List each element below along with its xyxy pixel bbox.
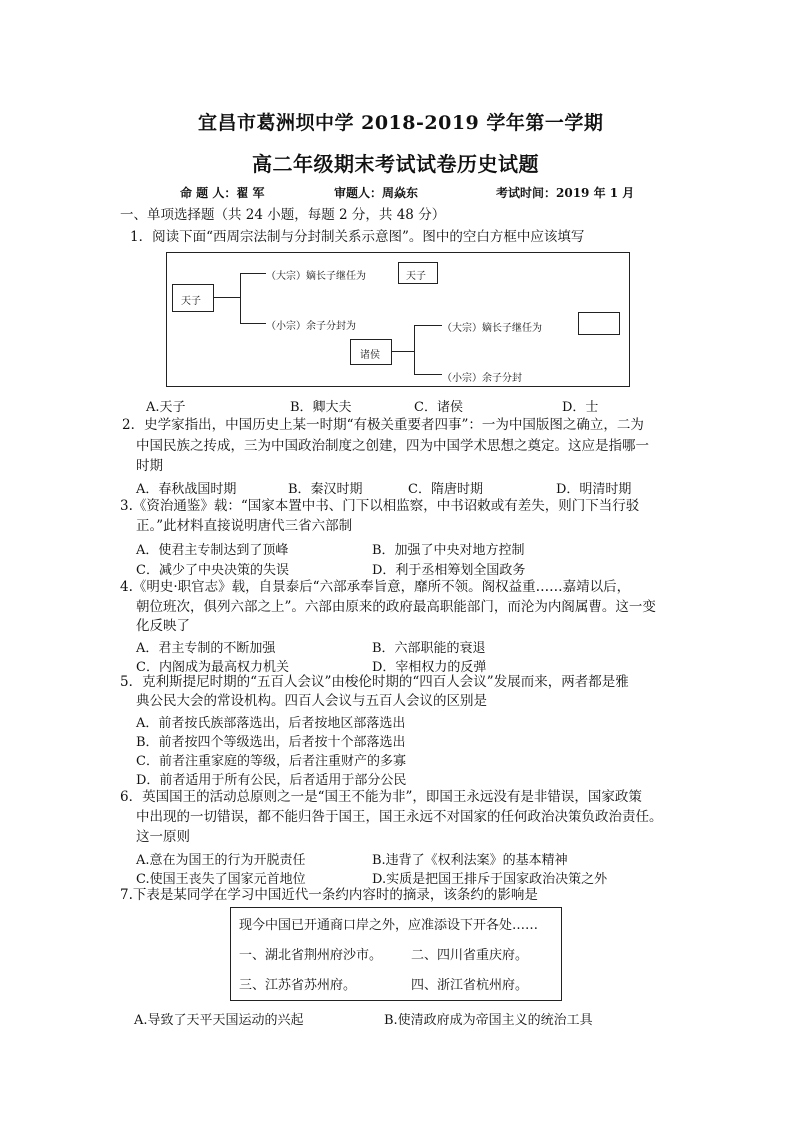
title-line-1: 宜昌市葛洲坝中学 2018-2019 学年第一学期 — [198, 112, 604, 134]
q5-option-b[interactable]: B．前者按四个等级选出，后者按十个部落选出 — [136, 735, 406, 750]
q4-option-c[interactable]: C．内阁成为最高权力机关 — [136, 660, 289, 675]
q7-stem: 7.下表是某同学在学习中国近代一条约内容时的摘录，该条约的影响是 — [120, 887, 538, 903]
diagram-box-tianzi — [172, 284, 214, 312]
connector — [414, 374, 442, 375]
exam-time: 考试时间：2019 年 1 月 — [496, 186, 635, 200]
title-line-2: 高二年级期末考试试卷历史试题 — [252, 152, 539, 176]
q5-line-2: 典公民大会的常设机构。四百人会议与五百人会议的区别是 — [136, 693, 487, 709]
q2-option-d[interactable]: D．明清时期 — [556, 482, 632, 497]
q1-option-d[interactable]: D．士 — [562, 400, 599, 415]
q6-option-c[interactable]: C.使国王丧失了国家元首地位 — [136, 872, 306, 887]
q7-table-row-1: 现今中国已开通商口岸之外，应准添设下开各处…… — [239, 918, 539, 933]
q5-option-c[interactable]: C．前者注重家庭的等级，后者注重财产的多寡 — [136, 754, 406, 769]
q7-table-cell-1: 一、湖北省荆州府沙市。 — [239, 948, 383, 963]
q4-option-b[interactable]: B．六部职能的衰退 — [372, 641, 486, 656]
connector — [240, 323, 266, 324]
diagram-box-tianzi-right — [398, 262, 438, 284]
connector — [414, 325, 415, 375]
q6-line-1: 6．英国国王的活动总原则之一是“国王不能为非”，即国王永远没有是非错误，国家政策 — [120, 789, 642, 805]
q4-option-d[interactable]: D．宰相权力的反弹 — [372, 660, 487, 675]
diagram-blank-box — [578, 312, 620, 335]
exam-author: 命 题 人：翟 军 — [180, 186, 265, 200]
q7-excerpt-table — [230, 907, 562, 1001]
q6-line-3: 这一原则 — [136, 829, 190, 845]
q3-option-c[interactable]: C．减少了中央决策的失误 — [136, 563, 289, 578]
q5-option-a[interactable]: A．前者按氏族部落选出，后者按地区部落选出 — [136, 716, 406, 731]
q1-option-b[interactable]: B．卿大夫 — [290, 400, 352, 415]
q7-table-cell-4: 四、浙江省杭州府。 — [411, 978, 529, 993]
q1-option-a[interactable]: A.天子 — [146, 400, 186, 415]
q1-stem: 1．阅读下面“西周宗法制与分封制关系示意图”。图中的空白方框中应该填写 — [130, 229, 585, 245]
q7-option-a[interactable]: A.导致了天平天国运动的兴起 — [134, 1013, 304, 1028]
q2-line-2: 中国民族之抟成，三为中国政治制度之创建，四为中国学术思想之奠定。这应是指哪一 — [136, 438, 649, 454]
q7-option-b[interactable]: B.使清政府成为帝国主义的统治工具 — [384, 1013, 593, 1028]
q6-option-a[interactable]: A.意在为国王的行为开脱责任 — [136, 853, 306, 868]
diagram-dazong-2: （大宗）嫡长子继任为 — [442, 323, 542, 334]
connector — [214, 297, 240, 298]
q3-option-b[interactable]: B．加强了中央对地方控制 — [372, 543, 525, 558]
q2-option-b[interactable]: B．秦汉时期 — [288, 482, 363, 497]
diagram-tianzi-right-label: 天子 — [406, 271, 426, 282]
q1-option-c[interactable]: C．诸侯 — [414, 400, 463, 415]
q7-table-cell-2: 二、四川省重庆府。 — [411, 948, 529, 963]
connector — [240, 273, 241, 324]
diagram-tianzi-label: 天子 — [181, 296, 201, 307]
connector — [392, 351, 414, 352]
q2-line-1: 2．史学家指出，中国历史上某一时期“有极关重要者四事”：一为中国版图之确立，二为 — [122, 417, 644, 433]
q6-option-b[interactable]: B.违背了《权利法案》的基本精神 — [372, 853, 568, 868]
q6-option-d[interactable]: D.实质是把国王排斥于国家政治决策之外 — [372, 872, 608, 887]
section-heading: 一、单项选择题（共 24 小题，每题 2 分，共 48 分） — [120, 207, 446, 223]
q6-line-2: 中出现的一切错误，都不能归咎于国王，国王永远不对国家的任何政治决策负政治责任。 — [136, 809, 663, 825]
diagram-zhuhou-label: 诸侯 — [360, 350, 380, 361]
connector — [240, 273, 266, 274]
diagram-xiaozong-2: （小宗）余子分封 — [442, 373, 522, 384]
diagram-xiaozong-1: （小宗）余子分封为 — [266, 321, 356, 332]
q5-option-d[interactable]: D．前者适用于所有公民，后者适用于部分公民 — [136, 773, 407, 788]
diagram-box-zhuhou — [350, 339, 392, 365]
q3-line-2: 正。”此材料直接说明唐代三省六部制 — [136, 518, 353, 534]
q4-line-1: 4.《明史·职官志》载，自景泰后“六部承奉旨意，靡所不领。阁权益重……嘉靖以后， — [120, 579, 631, 595]
connector — [414, 325, 442, 326]
q5-line-1: 5．克利斯提尼时期的“五百人会议”由梭伦时期的“四百人会议”发展而来，两者都是雅 — [120, 674, 629, 690]
q4-line-2: 朝位班次，俱列六部之上”。六部由原来的政府最高职能部门，而沦为内阁属曹。这一变 — [136, 599, 656, 615]
q3-option-d[interactable]: D．利于丞相筹划全国政务 — [372, 563, 526, 578]
q3-option-a[interactable]: A．使君主专制达到了顶峰 — [136, 543, 289, 558]
q2-line-3: 时期 — [136, 458, 163, 474]
exam-reviewer: 审题人：周焱东 — [334, 186, 419, 200]
q2-option-a[interactable]: A．春秋战国时期 — [136, 482, 237, 497]
q4-option-a[interactable]: A．君主专制的不断加强 — [136, 641, 276, 656]
q4-line-3: 化反映了 — [136, 618, 190, 634]
q7-table-cell-3: 三、江苏省苏州府。 — [239, 978, 357, 993]
q3-line-1: 3.《资治通鉴》载：“国家本置中书、门下以相监察，中书诏敕或有差失，则门下当行驳 — [120, 498, 640, 514]
diagram-dazong-1: （大宗）嫡长子继任为 — [266, 271, 366, 282]
q2-option-c[interactable]: C．隋唐时期 — [408, 482, 483, 497]
